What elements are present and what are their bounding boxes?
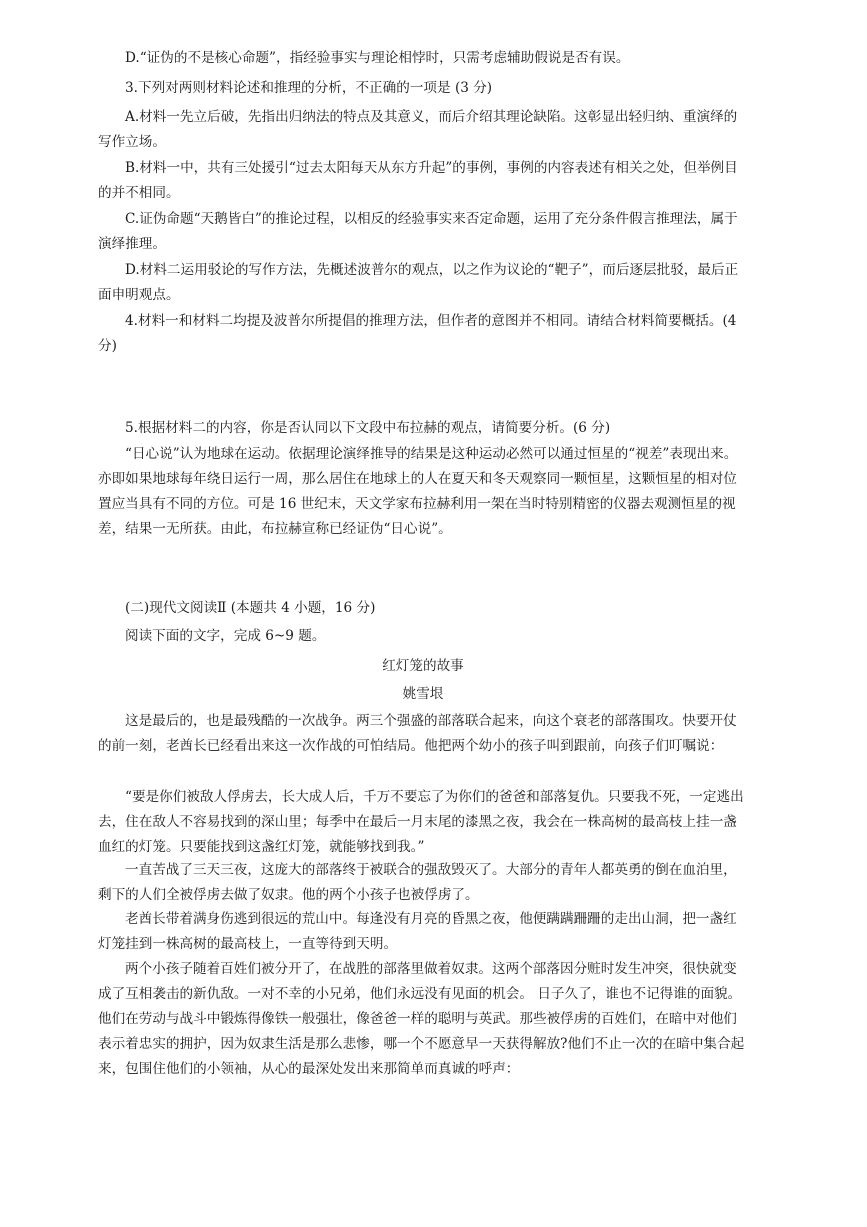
reading-instruction: 阅读下面的文字，完成 6~9 题。: [125, 628, 326, 644]
story-paragraph: 一直苦战了三天三夜，这庞大的部落终于被联合的强敌毁灭了。大部分的青年人都英勇的倒在血泊里，剩下的人们全被俘虏去做了奴隶。他的两个小孩子也被俘虏了。: [98, 862, 737, 903]
q3-option-b: B.材料一中，共有三处援引“过去太阳每天从东方升起”的事例，事例的内容表述有相关之处，但举例目的并不相同。: [98, 160, 738, 201]
q2-option-d: D.“证伪的不是核心命题”，指经验事实与理论相悖时，只需考虑辅助假说是否有误。: [125, 50, 630, 66]
story-author: 姚雪垠: [402, 686, 444, 702]
q3-stem: 3.下列对两则材料论述和推理的分析，不正确的一项是 (3 分): [125, 80, 493, 96]
story-paragraph: 这是最后的，也是最残酷的一次战争。两三个强盛的部落联合起来，向这个衰老的部落围攻。快要开仗的前一刻，老酋长已经看出来这一次作战的可怕结局。他把两个幼小的孩子叫到跟前，向孩子们叮嘱说：: [98, 713, 737, 754]
story-title: 红灯笼的故事: [382, 658, 464, 674]
story-paragraph: 老酋长带着满身伤逃到很远的荒山中。每逢没有月亮的昏黑之夜，他便蹒蹒跚跚的走出山洞，把一盏红灯笼挂到一株高树的最高枝上，一直等待到天明。: [98, 911, 737, 952]
story-paragraph: 两个小孩子随着百姓们被分开了，在战胜的部落里做着奴隶。这两个部落因分赃时发生冲突，很快就变成了互相袭击的新仇敌。一对不幸的小兄弟，他们永远没有见面的机会。 日子久了，谁也不记得谁的面貌。他们在劳动与战斗中锻炼得像铁一般强壮，像爸爸一样的聪明与英武。那些被俘虏的百姓们，在暗中对他们表示着忠实的拥护，因为奴隶生活是那么悲惨，哪一个不愿意早一天获得解放?他们不止一次的在暗中集合起来，包围住他们的小领袖，从心的最深处发出来那简单而真诚的呼声：: [98, 961, 745, 1077]
q3-option-a: A.材料一先立后破，先指出归纳法的特点及其意义，而后介绍其理论缺陷。这彰显出轻归纳、重演绎的写作立场。: [98, 109, 738, 150]
q5-stem: 5.根据材料二的内容，你是否认同以下文段中布拉赫的观点，请简要分析。(6 分): [125, 420, 611, 436]
q5-passage: “日心说”认为地球在运动。依据理论演绎推导的结果是这种运动必然可以通过恒星的“视差”表现出来。亦即如果地球每年绕日运行一周，那么居住在地球上的人在夏天和冬天观察同一颗恒星，这颗恒星的相对位置应当具有不同的方位。可是 16 世纪末，天文学家布拉赫利用一架在当时特别精密的仪器去观测恒星的视差，结果一无所获。由此，布拉赫宣称已经证伪“日心说”。: [98, 446, 738, 537]
q3-option-c: C.证伪命题“天鹅皆白”的推论过程，以相反的经验事实来否定命题，运用了充分条件假言推理法，属于演绎推理。: [98, 211, 738, 252]
section-heading: (二)现代文阅读Ⅱ (本题共 4 小题，16 分): [125, 600, 376, 616]
q4-stem: 4.材料一和材料二均提及波普尔所提倡的推理方法，但作者的意图并不相同。请结合材料简要概括。(4 分): [98, 313, 737, 354]
story-paragraph: “要是你们被敌人俘虏去，长大成人后，千万不要忘了为你们的爸爸和部落复仇。只要我不死，一定逃出去，住在敌人不容易找到的深山里；每季中在最后一月末尾的漆黑之夜，我会在一株高树的最高枝上挂一盏血红的灯笼。只要能找到这盏红灯笼，就能够找到我。”: [98, 789, 744, 855]
q3-option-d: D.材料二运用驳论的写作方法，先概述波普尔的观点，以之作为议论的“靶子”，而后逐层批驳，最后正面申明观点。: [98, 262, 739, 303]
